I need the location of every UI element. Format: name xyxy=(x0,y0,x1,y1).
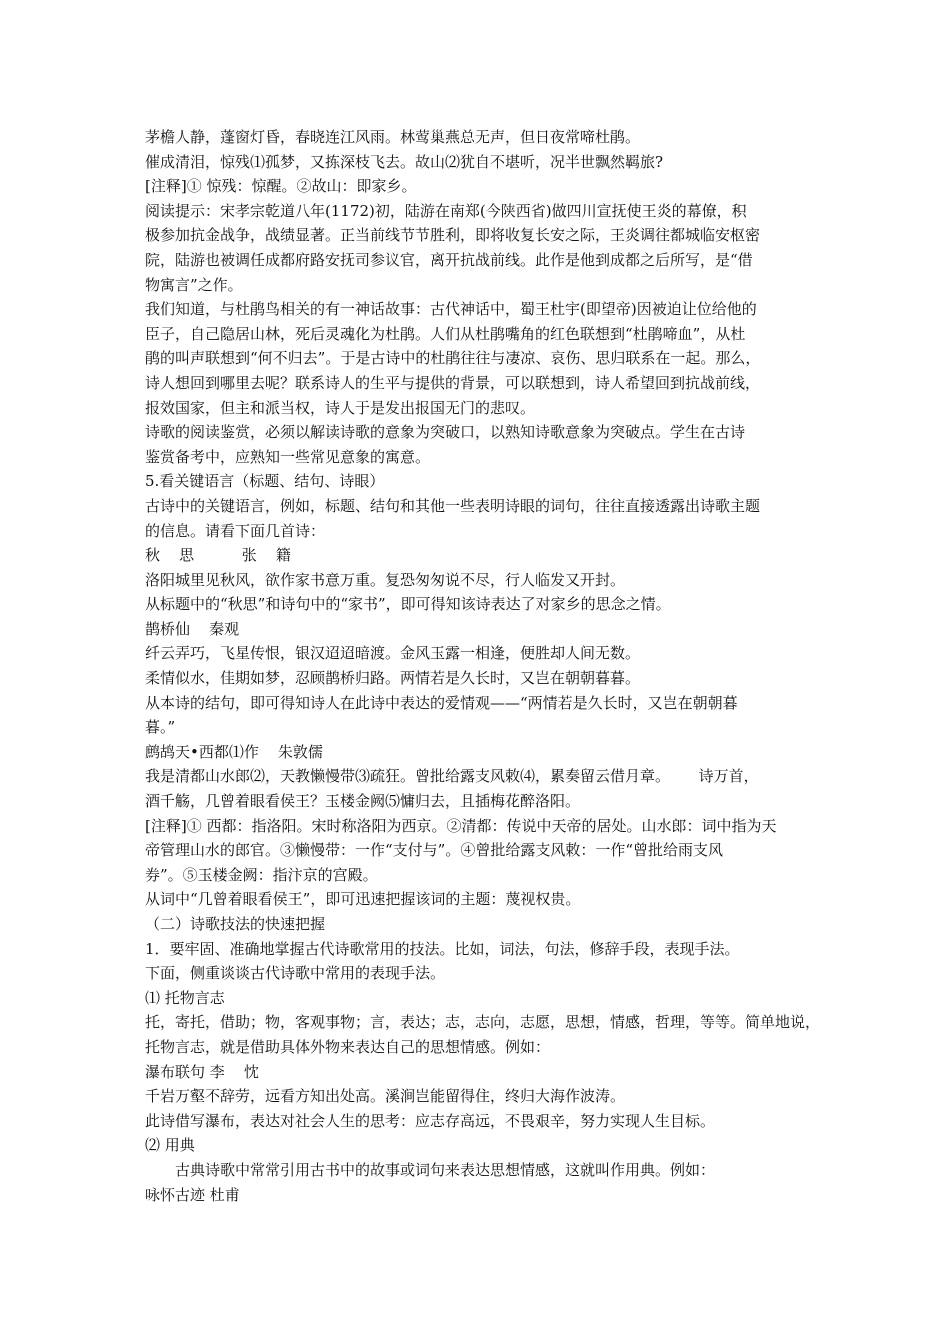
paragraph-line: 我们知道，与杜鹃鸟相关的有一神话故事：古代神话中，蜀王杜宇(即望帝)因被迫让位给他的 xyxy=(145,300,757,319)
annotation-note: [注释]① 西都：指洛阳。宋时称洛阳为西京。②清都：传说中天帝的居处。山水郎：词中指为天 xyxy=(145,816,777,835)
paragraph-line: 1．要牢固、准确地掌握古代诗歌常用的技法。比如，词法，句法，修辞手段，表现手法。 xyxy=(145,939,740,958)
subsection-heading: ⑵ 用典 xyxy=(145,1136,195,1155)
paragraph-line: 鹃的叫声联想到“何不归去”。于是古诗中的杜鹃往往与凄凉、哀伤、思归联系在一起。那么， xyxy=(145,349,761,368)
paragraph-line: 的信息。请看下面几首诗： xyxy=(145,521,326,540)
paragraph-line: 物寓言”之作。 xyxy=(145,275,243,294)
paragraph-line: 报效国家，但主和派当权，诗人于是发出报国无门的悲叹。 xyxy=(145,398,536,417)
poem-title: 咏怀古迹 杜甫 xyxy=(145,1185,240,1204)
paragraph-line: 从标题中的“秋思”和诗句中的“家书”，即可得知该诗表达了对家乡的思念之情。 xyxy=(145,595,671,614)
paragraph-line: 阅读提示：宋孝宗乾道八年(1172)初，陆游在南郑(今陕西省)做四川宣抚使王炎的幕僚，积 xyxy=(145,201,747,220)
paragraph-line: 诗人想回到哪里去呢？联系诗人的生平与提供的背景，可以联想到，诗人希望回到抗战前线， xyxy=(145,373,761,392)
paragraph-line: 从本诗的结句，即可得知诗人在此诗中表达的爱情观——“两情若是久长时，又岂在朝朝暮 xyxy=(145,693,738,712)
document-page xyxy=(145,125,821,1207)
paragraph-line: 极参加抗金战争，战绩显著。正当前线节节胜利，即将收复长安之际，王炎调往都城临安枢密 xyxy=(145,226,761,245)
poem-line: 千岩万壑不辞劳，远看方知出处高。溪涧岂能留得住，终归大海作波涛。 xyxy=(145,1087,626,1106)
paragraph-line: 暮。” xyxy=(145,718,176,737)
poem-title: 鹧鸪天•西都⑴作 朱敦儒 xyxy=(145,742,323,761)
section-heading: 5.看关键语言（标题、结句、诗眼） xyxy=(145,472,385,491)
subsection-heading: ⑴ 托物言志 xyxy=(145,988,225,1007)
annotation-note: [注释]① 惊残：惊醒。②故山：即家乡。 xyxy=(145,177,417,196)
poem-line: 酒千觞，几曾着眼看侯王？玉楼金阙⑸慵归去，且插梅花醉洛阳。 xyxy=(145,792,581,811)
annotation-note: 券”。⑤玉楼金阙：指汴京的宫殿。 xyxy=(145,865,378,884)
poem-line: 柔情似水，佳期如梦，忍顾鹊桥归路。两情若是久长时，又岂在朝朝暮暮。 xyxy=(145,669,641,688)
paragraph-line: 托物言志，就是借助具体外物来表达自己的思想情感。例如： xyxy=(145,1037,551,1056)
paragraph-line: 院，陆游也被调任成都府路安抚司参议官，离开抗战前线。此作是他到成都之后所写，是“借 xyxy=(145,250,753,269)
poem-line: 我是清都山水郎⑵，天教懒慢带⑶疏狂。曾批给露支风敕⑷，累奏留云借月章。 诗万首， xyxy=(145,767,759,786)
poem-title: 秋 思 张 籍 xyxy=(145,546,291,565)
annotation-note: 帝管理山水的郎官。③懒慢带：一作“支付与”。④曾批给露支风敕：一作“曾批给雨支风 xyxy=(145,841,724,860)
paragraph-line: 下面，侧重谈谈古代诗歌中常用的表现手法。 xyxy=(145,964,446,983)
poem-line: 纤云弄巧，飞星传恨，银汉迢迢暗渡。金风玉露一相逢，便胜却人间无数。 xyxy=(145,644,641,663)
poem-title: 瀑布联句 李 忱 xyxy=(145,1062,259,1081)
paragraph-line: 托，寄托，借助；物，客观事物；言，表达；志，志向，志愿，思想，情感，哲理，等等。简单地说， xyxy=(145,1013,821,1032)
paragraph-line: 鉴赏备考中，应熟知一些常见意象的寓意。 xyxy=(145,447,431,466)
paragraph-line: 古典诗歌中常常引用古书中的故事或词句来表达思想情感，这就叫作用典。例如： xyxy=(175,1160,716,1179)
paragraph-line: 此诗借写瀑布，表达对社会人生的思考：应志存高远，不畏艰辛，努力实现人生目标。 xyxy=(145,1111,716,1130)
paragraph-line: 臣子，自己隐居山林，死后灵魂化为杜鹃。人们从杜鹃嘴角的红色联想到“杜鹃啼血”，从杜 xyxy=(145,324,746,343)
poem-line: 茅檐人静，蓬窗灯昏，春晓连江风雨。林莺巢燕总无声，但日夜常啼杜鹃。 xyxy=(145,128,641,146)
poem-line: 洛阳城里见秋风，欲作家书意万重。复恐匆匆说不尽，行人临发又开封。 xyxy=(145,570,626,589)
paragraph-line: 古诗中的关键语言，例如，标题、结句和其他一些表明诗眼的词句，往往直接透露出诗歌主题 xyxy=(145,496,761,515)
poem-title: 鹊桥仙 秦观 xyxy=(145,619,240,638)
poem-line: 催成清泪，惊残⑴孤梦，又拣深枝飞去。故山⑵犹自不堪听，况半世飘然羁旅? xyxy=(145,152,664,171)
section-heading: （二）诗歌技法的快速把握 xyxy=(145,915,326,933)
paragraph-line: 诗歌的阅读鉴赏，必须以解读诗歌的意象为突破口，以熟知诗歌意象为突破点。学生在古诗 xyxy=(145,423,746,442)
paragraph-line: 从词中“几曾着眼看侯王”，即可迅速把握该词的主题：蔑视权贵。 xyxy=(145,890,581,909)
